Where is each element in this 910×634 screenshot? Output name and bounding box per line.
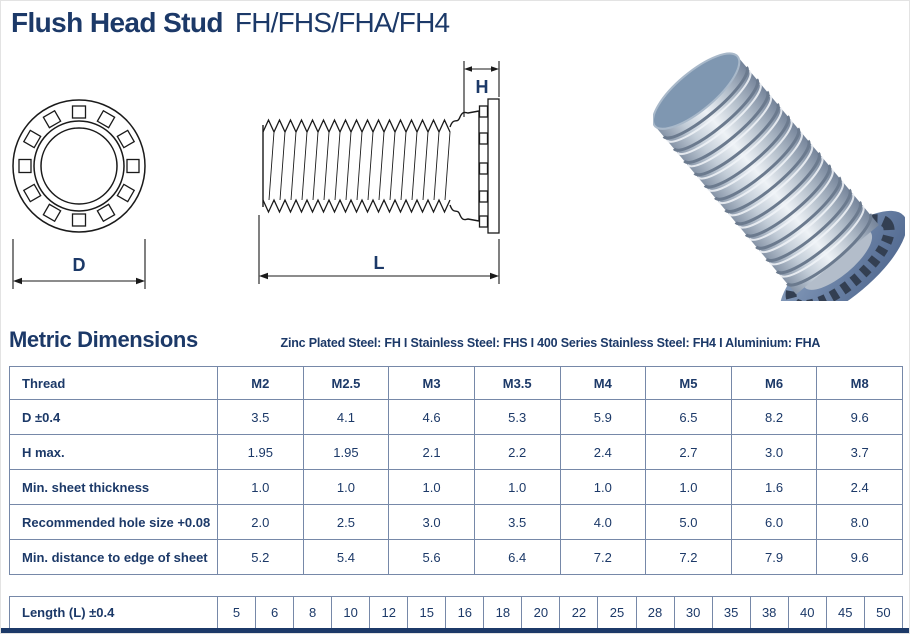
length-value: 22 [560, 597, 598, 629]
length-value: 25 [598, 597, 636, 629]
side-view-drawing [244, 53, 512, 291]
length-value: 5 [218, 597, 256, 629]
length-value: 35 [712, 597, 750, 629]
dimension-l [259, 215, 499, 284]
material-codes: Zinc Plated Steel: FH I Stainless Steel: FHS I 400 Series Stainless Steel: FH4 I Aluminium: FHA [280, 336, 821, 350]
cell: 7.2 [560, 540, 646, 575]
head-knurl-teeth [480, 99, 500, 233]
table-header-row [10, 367, 903, 400]
cell: 1.0 [389, 470, 475, 505]
footer-bar [1, 628, 910, 634]
front-view-drawing [5, 89, 155, 294]
cell: 5.0 [646, 505, 732, 540]
col-header-m2: M2 [218, 367, 304, 400]
length-value: 16 [446, 597, 484, 629]
flange [488, 99, 499, 233]
cell: 1.0 [646, 470, 732, 505]
dim-label-d: D [72, 255, 86, 275]
cell: 1.0 [474, 470, 560, 505]
table-row-edge-distance [10, 540, 903, 575]
cell: 1.6 [731, 470, 817, 505]
row-label: Recommended hole size +0.08 [10, 505, 218, 540]
cell: 1.95 [303, 435, 389, 470]
length-value: 18 [484, 597, 522, 629]
table-row-h-max [10, 435, 903, 470]
cell: 5.2 [218, 540, 304, 575]
cell: 8.0 [817, 505, 903, 540]
metric-dimensions-table [9, 366, 903, 575]
col-header-m2-5: M2.5 [303, 367, 389, 400]
cell: 3.5 [474, 505, 560, 540]
length-value: 6 [256, 597, 294, 629]
col-header-m6: M6 [731, 367, 817, 400]
length-row [10, 597, 903, 629]
row-label: D ±0.4 [10, 400, 218, 435]
cell: 1.0 [303, 470, 389, 505]
length-table [9, 596, 903, 629]
col-header-m3-5: M3.5 [474, 367, 560, 400]
cell: 3.5 [218, 400, 304, 435]
col-header-m5: M5 [646, 367, 732, 400]
row-label: H max. [10, 435, 218, 470]
cell: 2.5 [303, 505, 389, 540]
row-label: Min. distance to edge of sheet [10, 540, 218, 575]
length-value: 40 [788, 597, 826, 629]
row-label: Min. sheet thickness [10, 470, 218, 505]
cell: 9.6 [817, 400, 903, 435]
cell: 4.6 [389, 400, 475, 435]
thread-profile [263, 120, 450, 212]
length-value: 20 [522, 597, 560, 629]
length-value: 10 [332, 597, 370, 629]
cell: 7.9 [731, 540, 817, 575]
cell: 3.7 [817, 435, 903, 470]
product-name: Flush Head Stud [11, 7, 223, 38]
cell: 8.2 [731, 400, 817, 435]
table-row-min-sheet [10, 470, 903, 505]
cell: 2.4 [560, 435, 646, 470]
cell: 1.95 [218, 435, 304, 470]
table-row-d [10, 400, 903, 435]
length-value: 15 [408, 597, 446, 629]
cell: 5.9 [560, 400, 646, 435]
length-value: 30 [674, 597, 712, 629]
cell: 1.0 [560, 470, 646, 505]
dim-label-h: H [475, 77, 489, 97]
stud-head-profile [450, 111, 479, 221]
cell: 6.0 [731, 505, 817, 540]
col-header-thread: Thread [10, 367, 218, 400]
length-value: 50 [864, 597, 902, 629]
dim-label-l: L [373, 253, 385, 273]
cell: 5.3 [474, 400, 560, 435]
cell: 7.2 [646, 540, 732, 575]
length-value: 38 [750, 597, 788, 629]
front-view-outline [13, 100, 145, 232]
cell: 5.6 [389, 540, 475, 575]
cell: 4.1 [303, 400, 389, 435]
cell: 2.2 [474, 435, 560, 470]
cell: 3.0 [389, 505, 475, 540]
cell: 5.4 [303, 540, 389, 575]
table-row-hole-size [10, 505, 903, 540]
col-header-m4: M4 [560, 367, 646, 400]
col-header-m3: M3 [389, 367, 475, 400]
page-title [11, 7, 449, 39]
cell: 4.0 [560, 505, 646, 540]
cell: 6.5 [646, 400, 732, 435]
cell: 2.4 [817, 470, 903, 505]
length-value: 45 [826, 597, 864, 629]
length-value: 28 [636, 597, 674, 629]
cell: 2.7 [646, 435, 732, 470]
length-value: 12 [370, 597, 408, 629]
knurl-teeth [19, 106, 139, 226]
length-label: Length (L) ±0.4 [10, 597, 218, 629]
cell: 1.0 [218, 470, 304, 505]
product-photo [653, 39, 905, 301]
cell: 2.0 [218, 505, 304, 540]
cell: 3.0 [731, 435, 817, 470]
cell: 9.6 [817, 540, 903, 575]
length-value: 8 [294, 597, 332, 629]
cell: 2.1 [389, 435, 475, 470]
col-header-m8: M8 [817, 367, 903, 400]
product-variants: FH/FHS/FHA/FH4 [234, 7, 450, 38]
dimension-d [13, 239, 145, 289]
section-heading-row [9, 327, 903, 353]
cell: 6.4 [474, 540, 560, 575]
section-title: Metric Dimensions [9, 327, 198, 352]
